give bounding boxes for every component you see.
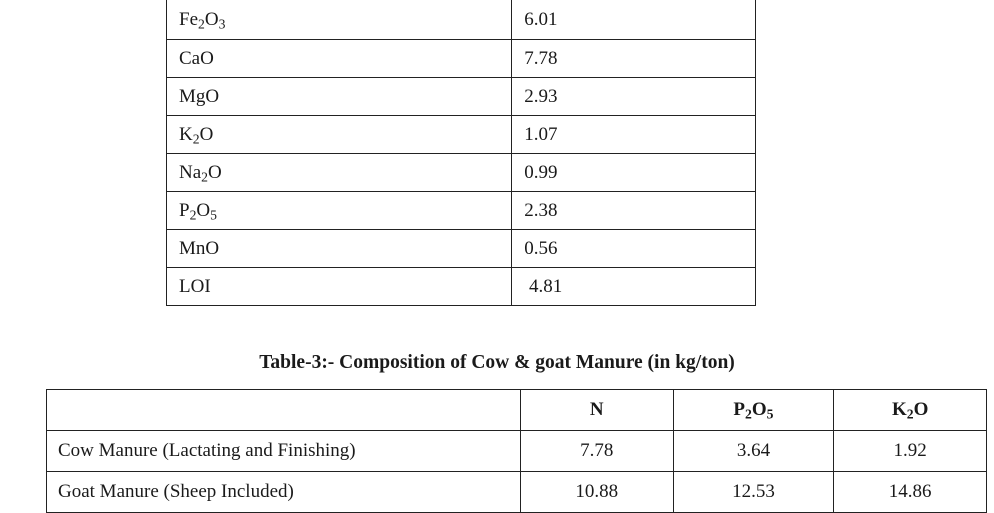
table-row	[167, 268, 756, 306]
cell-k2o: 14.86	[834, 472, 987, 513]
table-row	[167, 0, 756, 40]
oxide-value: 0.99	[512, 154, 756, 192]
cell-k2o: 1.92	[834, 431, 987, 472]
table-header-row	[47, 390, 987, 431]
oxide-formula: $P_2O_5$	[167, 192, 512, 230]
manure-composition-table	[46, 389, 987, 513]
oxide-value: 0.56	[512, 230, 756, 268]
row-label: Goat Manure (Sheep Included)	[47, 472, 521, 513]
oxide-formula: $Na_2O$	[167, 154, 512, 192]
table-caption: Table-3:- Composition of Cow & goat Manure (in kg/ton)	[259, 352, 735, 373]
oxide-value: 2.93	[512, 78, 756, 116]
row-label: Cow Manure (Lactating and Finishing)	[47, 431, 521, 472]
table-row	[47, 472, 987, 513]
cell-n: 7.78	[520, 431, 673, 472]
oxide-value: 1.07	[512, 116, 756, 154]
cell-n: 10.88	[520, 472, 673, 513]
oxide-formula: $K_2O$	[167, 116, 512, 154]
header-p2o5: $P_2O_5$	[673, 390, 834, 431]
table-row	[167, 78, 756, 116]
oxide-formula: MnO	[167, 230, 512, 268]
oxide-formula: CaO	[167, 40, 512, 78]
table-row	[167, 116, 756, 154]
oxide-formula: $Fe_2O_3$	[167, 0, 512, 40]
cell-p2o5: 3.64	[673, 431, 834, 472]
table-row	[167, 192, 756, 230]
oxide-value: 6.01	[512, 0, 756, 40]
cell-p2o5: 12.53	[673, 472, 834, 513]
oxide-value: 2.38	[512, 192, 756, 230]
oxide-value: 7.78	[512, 40, 756, 78]
oxide-composition-table	[166, 0, 756, 306]
table-row	[167, 154, 756, 192]
oxide-formula: MgO	[167, 78, 512, 116]
header-n: N	[520, 390, 673, 431]
header-k2o: $K_2O$	[834, 390, 987, 431]
oxide-formula: LOI	[167, 268, 512, 306]
table-row	[47, 431, 987, 472]
table-row	[167, 230, 756, 268]
oxide-value: 4.81	[512, 268, 756, 306]
header-blank	[47, 390, 521, 431]
table-row	[167, 40, 756, 78]
